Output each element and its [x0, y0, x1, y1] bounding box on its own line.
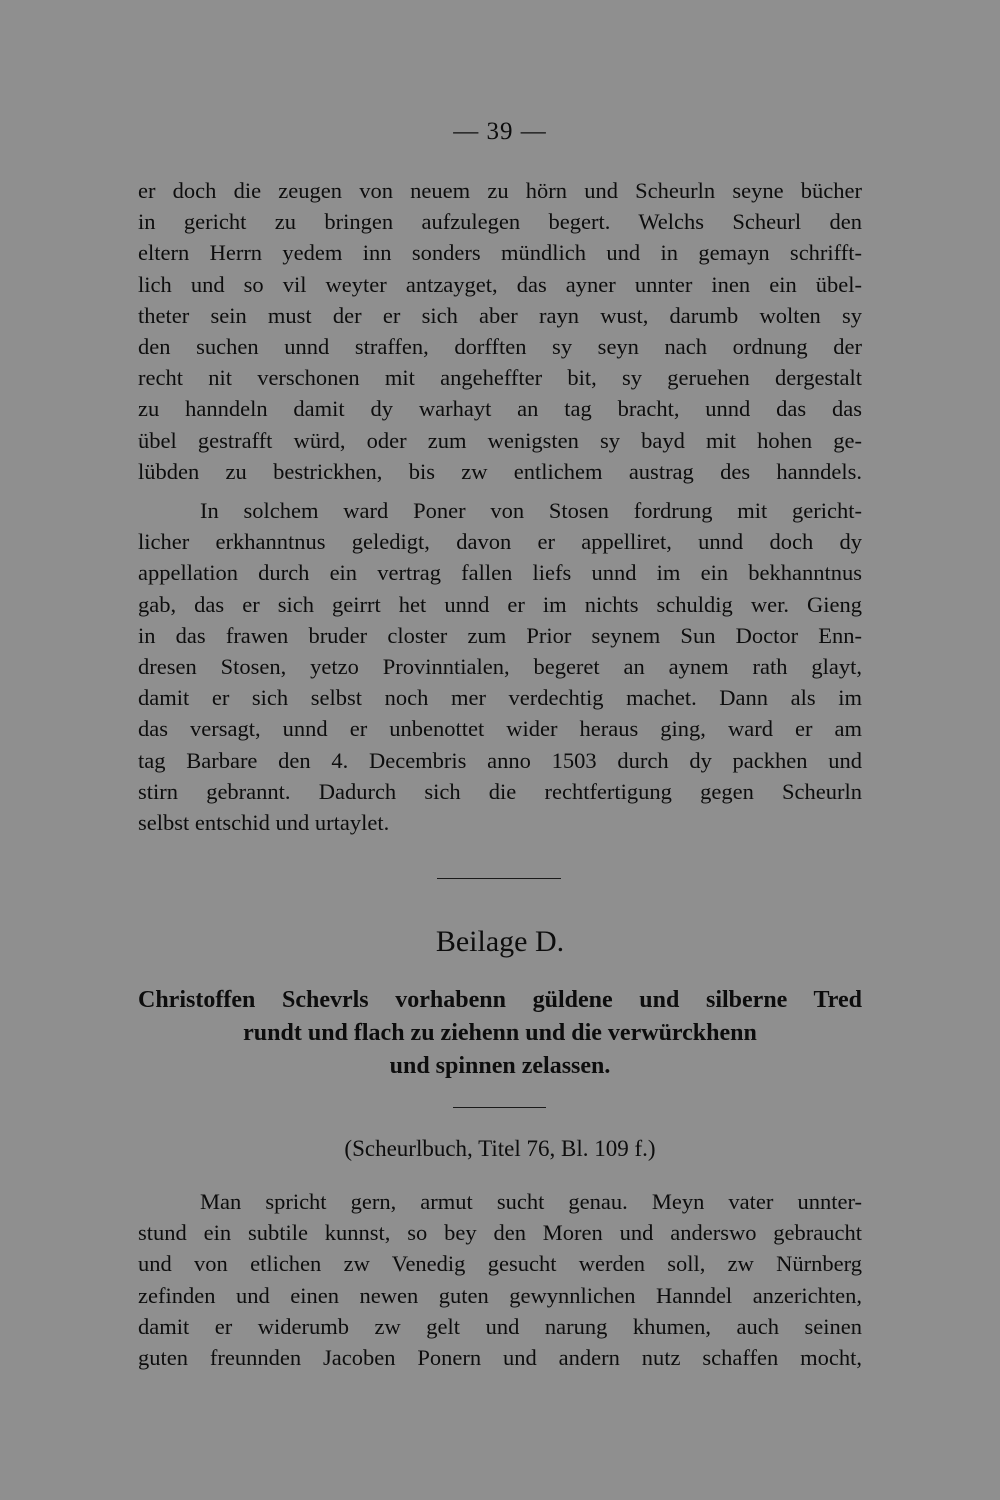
- text-line: tag Barbare den 4. Decembris anno 1503 durch dy packhen und: [138, 747, 862, 773]
- text-line: theter sein must der er sich aber rayn wust, darumb wolten sy: [138, 302, 862, 328]
- text-line: in gericht zu bringen aufzulegen begert. Welchs Scheurl den: [138, 209, 862, 235]
- text-line: selbst entschid und urtaylet.: [138, 809, 390, 835]
- text-line: das versagt, unnd er unbenottet wider heraus ging, ward er am: [138, 716, 862, 742]
- text-line: zu hanndeln damit dy warhayt an tag bracht, unnd das das: [138, 396, 862, 422]
- text-line: stund ein subtile kunnst, so bey den Moren und anderswo gebraucht: [138, 1220, 862, 1246]
- text-line: lich und so vil weyter antzayget, das ayner unnter inen ein übel-: [138, 271, 862, 297]
- text-line: In solchem ward Poner von Stosen fordrung mit gericht-: [200, 498, 862, 523]
- paragraph-3: [138, 1186, 862, 1373]
- text-line: stirn gebrannt. Dadurch sich die rechtfertigung gegen Scheurln: [138, 778, 862, 804]
- text-line: eltern Herrn yedem inn sonders mündlich und in gemayn schrifft-: [138, 240, 862, 266]
- text-line: licher erkhanntnus geledigt, davon er appelliret, unnd doch dy: [138, 529, 862, 555]
- text-line: in das frawen bruder closter zum Prior seynem Sun Doctor Enn-: [138, 622, 862, 648]
- appendix-label: Beilage D.: [435, 925, 565, 958]
- text-line: damit er widerumb zw gelt und narung khumen, auch seinen: [138, 1313, 862, 1339]
- text-line: appellation durch ein vertrag fallen liefs unnd im ein bekhanntnus: [138, 560, 862, 586]
- text-line: damit er sich selbst noch mer verdechtig machet. Dann als im: [138, 685, 862, 711]
- appendix-heading: [138, 984, 862, 1083]
- page-number: — 39 —: [453, 118, 547, 145]
- heading-line: rundt und flach zu ziehenn und die verwürckhenn: [243, 1020, 757, 1046]
- text-line: übel gestrafft würd, oder zum wenigsten sy bayd mit hohen ge-: [138, 427, 862, 453]
- text-line: und von etlichen zw Venedig gesucht werden soll, zw Nürnberg: [138, 1251, 862, 1277]
- text-line: zefinden und einen newen guten gewynnlichen Hanndel anzerichten,: [138, 1282, 862, 1308]
- source-reference: (Scheurlbuch, Titel 76, Bl. 109 f.): [344, 1136, 656, 1161]
- text-line: dresen Stosen, yetzo Provinntialen, begeret an aynem rath glayt,: [138, 653, 862, 679]
- text-line: den suchen unnd straffen, dorfften sy seyn nach ordnung der: [138, 333, 862, 359]
- text-line: Man spricht gern, armut sucht genau. Meyn vater unnter-: [200, 1189, 862, 1214]
- paragraph-1: [138, 175, 862, 487]
- heading-line: Christoffen Schevrls vorhabenn güldene und silberne Tred: [138, 987, 862, 1013]
- text-line: gab, das er sich geirrt het unnd er im nichts schuldig wer. Gieng: [138, 591, 862, 617]
- text-line: er doch die zeugen von neuem zu hörn und Scheurln seyne bücher: [138, 178, 862, 203]
- paragraph-2: [138, 495, 862, 838]
- text-line: lübden zu bestrickhen, bis zw entlichem austrag des hanndels.: [138, 458, 862, 484]
- heading-line: und spinnen zelassen.: [389, 1053, 611, 1079]
- section-divider-rule: [437, 878, 561, 879]
- text-line: recht nit verschonen mit angehеffter bit, sy geruehen dergestalt: [138, 365, 862, 391]
- heading-divider-rule: [453, 1107, 546, 1108]
- text-line: guten freunnden Jacoben Ponern und andern nutz schaffen mocht,: [138, 1344, 862, 1370]
